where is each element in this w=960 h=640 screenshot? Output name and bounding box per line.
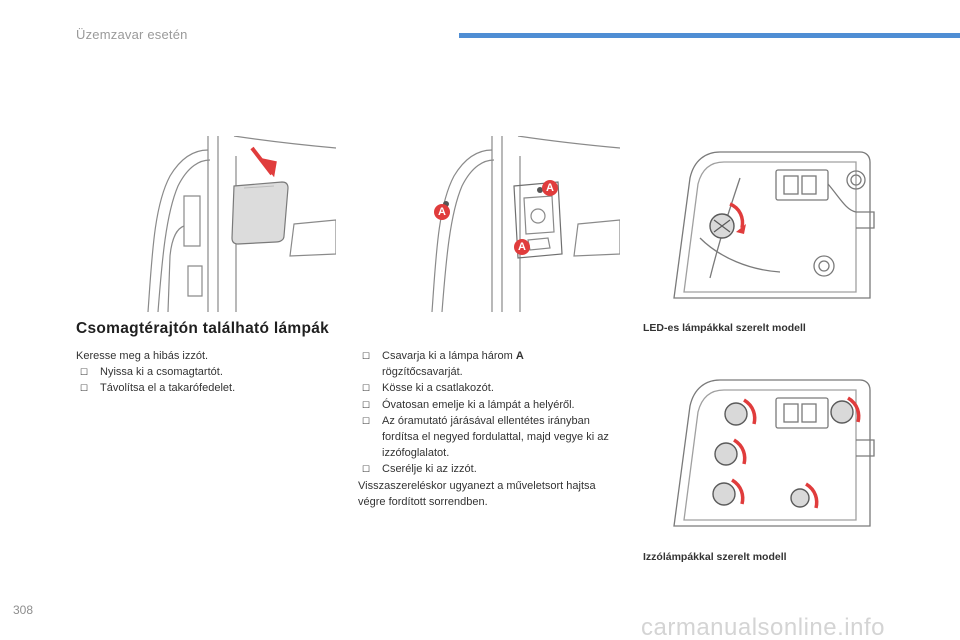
- marker-a-2: A: [514, 239, 530, 255]
- step-disconnect: [358, 380, 623, 396]
- step-lift-lamp: [358, 397, 623, 413]
- step-text-cont: rögzítőcsavarját.: [382, 366, 463, 379]
- step-text: Cserélje ki az izzót.: [382, 463, 477, 476]
- checkbox-icon: ☐: [362, 464, 371, 475]
- led-lamp-illustration: [660, 148, 892, 306]
- watermark: carmanualsonline.info: [641, 614, 885, 640]
- step-text: Nyissa ki a csomagtartót.: [100, 366, 223, 379]
- page-number: 308: [13, 603, 34, 617]
- step-unscrew: [358, 348, 623, 380]
- step-text: Az óramutató járásával ellentétes irányban fordítsa el negyed fordulattal, majd vegye ki az izzófoglalatot.: [382, 414, 609, 460]
- step-replace-bulb: [358, 461, 623, 477]
- checkbox-icon: ☐: [80, 383, 89, 394]
- step-remove-cover: [76, 380, 346, 396]
- caption-led-model: LED-es lámpákkal szerelt modell: [643, 322, 806, 334]
- section-title: Csomagtérajtón található lámpák: [76, 320, 330, 337]
- checkbox-icon: ☐: [362, 383, 371, 394]
- tailgate-screws-illustration: [428, 136, 620, 312]
- tailgate-cover-illustration: [144, 136, 336, 312]
- bulb-lamp-illustration: [660, 376, 892, 534]
- checkbox-icon: ☐: [362, 415, 371, 426]
- step-text: Csavarja ki a lámpa három: [382, 350, 513, 362]
- page-header-title: Üzemzavar esetén: [76, 27, 188, 42]
- caption-bulb-model: Izzólámpákkal szerelt modell: [643, 551, 787, 563]
- header-accent-bar: [459, 33, 960, 38]
- step-text: Kösse ki a csatlakozót.: [382, 382, 494, 395]
- left-instructions: [76, 348, 346, 397]
- intro-text: Keresse meg a hibás izzót.: [76, 350, 209, 362]
- step-text: Óvatosan emelje ki a lámpát a helyéről.: [382, 398, 575, 411]
- middle-instructions: [358, 348, 623, 510]
- checkbox-icon: ☐: [362, 399, 371, 410]
- marker-a-3: A: [542, 180, 558, 196]
- outro-text: Visszaszereléskor ugyanezt a műveletsort hajtsa végre fordított sorrendben.: [358, 479, 596, 508]
- step-rotate-holder: [358, 413, 623, 462]
- step-text: Távolítsa el a takarófedelet.: [100, 382, 236, 395]
- step-open-trunk: [76, 364, 346, 380]
- checkbox-icon: ☐: [80, 367, 89, 378]
- checkbox-icon: ☐: [362, 351, 371, 361]
- marker-letter: A: [515, 350, 524, 362]
- marker-a-1: A: [434, 204, 450, 220]
